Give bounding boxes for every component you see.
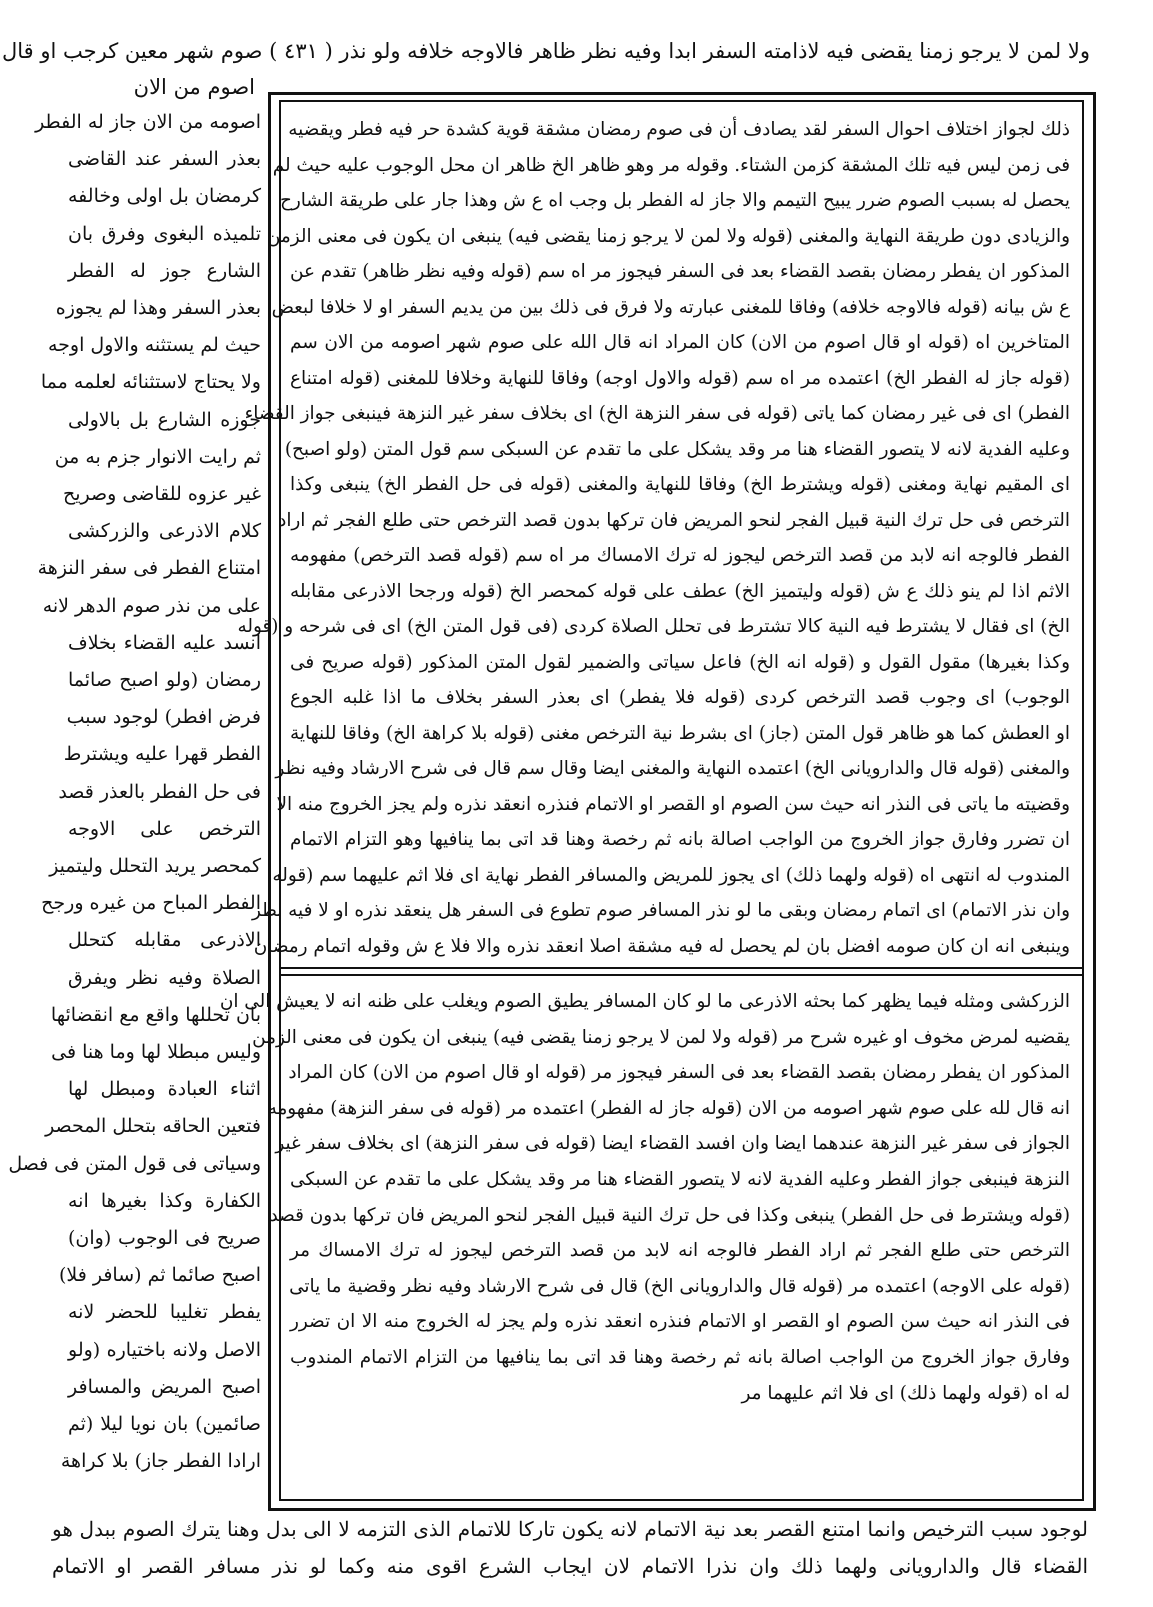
text-line: كمحصر يريد التحلل وليتميز [49, 855, 261, 877]
text-line: الفطر) اى فى غير رمضان كما ياتى (قوله فى سفر النزهة الخ) اى بخلاف سفر غير النزهة فينبغى جواز القضاء [244, 403, 1070, 424]
text-line: فرض افطر) لوجود سبب [66, 706, 261, 729]
text-line: وان نذر الاتمام) اى اتمام رمضان وبقى ما لو نذر المسافر صوم تطوع فى السفر هل ينعقد نذره او لا فيه نظر [251, 900, 1070, 921]
text-line: انه قال لله على صوم شهر اصومه من الان (قوله جاز له الفطر) اعتمده مر (قوله فى سفر النزهة) مفهومه [267, 1097, 1070, 1119]
text-line: الشارع جوز له الفطر [68, 259, 261, 282]
running-header-continuation: اصوم من الان [133, 75, 255, 99]
text-line: فى زمن ليس فيه تلك المشقة كزمن الشتاء. وقوله مر وهو ظاهر الخ ظاهر ان محل الوجوب عليه حيث لم [272, 154, 1070, 176]
text-line: المندوب له انتهى اه (قوله ولهما ذلك) اى يجوز للمريض والمسافر الفطر نهاية اى فلا اثم عليهما سم (قوله [272, 864, 1070, 886]
text-line: وقضيته ما ياتى فى النذر انه حيث سن الصوم او القصر او الاتمام فنذره انعقد نذره ولم يجز الخروج منه الا [276, 793, 1070, 815]
text-line: النزهة فينبغى جواز الفطر وعليه الفدية لانه لا يتصور القضاء هنا مر وقد يشكل على ما تقدم عن السبكى [290, 1169, 1070, 1190]
commentary-divider-double [279, 974, 1084, 976]
text-line: القضاء قال والدارويانى ولهما ذلك وان نذرا الاتمام لان ايجاب الشرع اقوى منه وكما لو نذر مسافر القصر او الاتمام [52, 1554, 1088, 1578]
text-line: وسياتى فى قول المتن فى فصل [8, 1152, 261, 1175]
text-line: اصبح المريض والمسافر [68, 1375, 261, 1398]
text-line: (قوله على الاوجه) اعتمده مر (قوله قال والدارويانى الخ) قال فى شرح الارشاد وفيه نظر وقضية ما ياتى [289, 1275, 1070, 1297]
text-line: المذكور ان يفطر رمضان بقصد القضاء بعد فى السفر فيجوز مر (قوله او قال اصوم من الان) كان المراد [288, 1062, 1070, 1084]
text-line: وينبغى انه ان كان صومه افضل بان لم يحصل له فيه مشقة اصلا انعقد نذره والا فلا ع ش وقوله اتمام رمضان [253, 935, 1070, 957]
text-line: اصومه من الان جاز له الفطر [35, 111, 261, 133]
text-line: الوجوب) اى وجوب قصد الترخص كردى (قوله فلا يفطر) اى بعذر السفر بخلاف ما اذا غلبه الجوع [290, 687, 1070, 708]
running-header: ولا لمن لا يرجو زمنا يقضى فيه لاذامته السفر ابدا وفيه نظر ظاهر فالاوجه خلافه ولو نذر ( ٤٣١ ) صوم شهر معين كرجب او قال [2, 39, 1090, 63]
text-line: (قوله جاز له الفطر الخ) اعتمده مر اه سم (قوله والاول اوجه) وفاقا للنهاية وخلافا للمغنى (قوله امتناع [290, 367, 1070, 389]
text-line: لوجود سبب الترخيص وانما امتنع القصر بعد نية الاتمام لانه يكون تاركا للاتمام الذى التزمه لا الى بدل وهنا يترك الصوم ببدل هو [52, 1517, 1088, 1541]
text-line: كلام الاذرعى والزركشى [68, 520, 261, 543]
text-line: وليس مبطلا لها وما هنا فى [51, 1041, 261, 1063]
text-line: فتعين الحاقه بتحلل المحصر [45, 1115, 261, 1138]
commentary-divider [279, 967, 1084, 969]
text-line: الجواز فى سفر غير النزهة عندهما ايضا وان افسد القضاء ايضا (قوله فى سفر النزهة) اى بخلاف سفر غير [275, 1133, 1070, 1155]
text-line: الصلاة وفيه نظر ويفرق [68, 966, 261, 989]
text-line: اصبح صائما ثم (سافر فلا) [58, 1264, 261, 1287]
text-line: المتاخرين اه (قوله او قال اصوم من الان) كان المراد انه قال الله على صوم شهر اصومه من الان سم [290, 332, 1070, 353]
text-line: صريح فى الوجوب (وان) [68, 1227, 261, 1249]
text-line: يحصل له بسبب الصوم ضرر يبيح التيمم والا جاز له الفطر بل وجب اه ع ش وهذا جار على طريقة الشارح [279, 190, 1070, 211]
text-line: الترخص على الاوجه [68, 817, 261, 840]
text-line: اى المقيم نهاية ومغنى (قوله ويشترط الخ) وفاقا للنهاية والمغنى (قوله فى حل الفطر الخ) ينبغى وكذا [290, 474, 1070, 495]
text-line: ولا يحتاج لاستثنائه لعلمه مما [40, 371, 261, 394]
text-line: بعذر السفر عند القاضى [68, 148, 261, 171]
text-line: الفطر قهرا عليه ويشترط [63, 743, 261, 766]
text-line: الفطر المباح من غيره ورجح [41, 892, 261, 915]
text-line: الاثم اذا لم ينو ذلك ع ش (قوله وليتميز الخ) عطف على قوله كمحصر الخ (قوله ورجحا الاذرعى مقابله [290, 580, 1070, 602]
text-line: تلميذه البغوى وفرق بان [68, 222, 261, 245]
text-line: ذلك لجواز اختلاف احوال السفر لقد يصادف أن فى صوم رمضان مشقة قوية كشدة حر فيه فطر ويقضيه [288, 119, 1070, 140]
text-line: ارادا الفطر جاز) بلا كراهة [60, 1450, 261, 1473]
text-line: المذكور ان يفطر رمضان بقصد القضاء بعد فى السفر فيجوز مر اه سم (قوله وفيه نظر ظاهر) تقدم عن [290, 261, 1070, 282]
text-line: (قوله ويشترط فى حل الفطر) ينبغى وكذا فى حل ترك النية قبيل الفجر لنحو المريض فان تركها بدون قصد [269, 1204, 1070, 1226]
text-line: والمغنى (قوله قال والدارويانى الخ) اعتمده النهاية والمغنى ايضا وقال سم قال فى شرح الارشاد وفيه نظر [275, 758, 1070, 779]
text-line: حيث لم يستثنه والاول اوجه [47, 334, 261, 357]
text-line: صائمين) بان نويا ليلا (ثم [68, 1413, 261, 1435]
text-line: غير عزوه للقاضى وصريح [62, 483, 261, 505]
text-line: الترخص فى حل ترك النية قبيل الفجر لنحو المريض فان تركها بدون قصد الترخص حتى طلع الفجر ثم اراد [278, 509, 1070, 531]
text-line: كرمضان بل اولى وخالفه [68, 185, 261, 208]
text-line: الاصل ولانه باختياره (ولو [68, 1338, 261, 1361]
text-line: فى النذر انه حيث سن الصوم او القصر او الاتمام فنذره انعقد نذره ولم يجز له الخروج منه الا ان تضرر [290, 1311, 1070, 1333]
text-line: بان تحللها واقع مع انقضائها [50, 1003, 261, 1026]
text-line: ان تضرر وفارق جواز الخروج من الواجب اصالة بانه ثم رخصة وهنا قد اتى بما ينافيها وهو التزام الاتمام [290, 829, 1070, 850]
text-line: جوزه الشارع بل بالاولى [68, 408, 261, 431]
text-line: فى حل الفطر بالعذر قصد [58, 780, 261, 803]
text-line: رمضان (ولو اصبح صائما [68, 669, 261, 691]
text-line: يقضيه لمرض مخوف او غيره شرح مر (قوله ولا لمن لا يرجو زمنا يقضى فيه) ينبغى ان يكون فى معنى الزمن [252, 1026, 1070, 1048]
text-line: وعليه الفدية لانه لا يتصور القضاء هنا مر وقد يشكل على ما تقدم عن السبكى سم قول المتن (ولو اصبح) [284, 438, 1070, 460]
text-line: الخ) اى فقال لا يشترط فيه النية كالا تشترط فى تحلل الصلاة كردى (فى قول المتن الخ) اى فى شرحه و (قوله [237, 616, 1070, 637]
text-line: له اه (قوله ولهما ذلك) اى فلا اثم عليهما مر [741, 1382, 1070, 1404]
text-line: الكفارة وكذا بغيرها انه [68, 1189, 261, 1212]
text-line: او العطش كما هو ظاهر قول المتن (جاز) اى بشرط نية الترخص مغنى (قوله بلا كراهة الخ) وفاقا للنهاية [290, 722, 1070, 744]
text-line: على من نذر صوم الدهر لانه [42, 594, 261, 617]
text-line: الترخص حتى طلع الفجر ثم اراد الفطر فالوجه انه لابد من قصد الترخص ليجوز له ترك الامساك مر [290, 1240, 1070, 1262]
text-line: الزركشى ومثله فيما يظهر كما بحثه الاذرعى ما لو كان المسافر يطيق الصوم ويغلب على ظنه انه لا يعيش الى ان [219, 991, 1070, 1012]
text-line: وكذا بغيرها) مقول القول و (قوله انه الخ) فاعل سياتى والضمير لقول المتن المذكور (قوله صريح فى [290, 651, 1070, 673]
text-line: وفارق جواز الخروج من الواجب اصالة بانه ثم رخصة وهنا قد اتى بما ينافيها من التزام الاتمام المندوب [290, 1347, 1070, 1368]
text-line: امتناع الفطر فى سفر النزهة [37, 557, 261, 580]
text-line: انسد عليه القضاء بخلاف [68, 631, 261, 654]
text-line: الفطر فالوجه انه لابد من قصد الترخص ليجوز له ترك الامساك مر اه سم (قوله قصد الترخص) مفهومه [290, 545, 1070, 566]
text-line: بعذر السفر وهذا لم يجوزه [55, 297, 261, 319]
text-line: اثناء العبادة ومبطل لها [68, 1078, 261, 1101]
text-line: ع ش بيانه (قوله فالاوجه خلافه) وفاقا للمغنى عبارته ولا فرق فى ذلك بين من يديم السفر او لا خلافا لبعض [271, 296, 1070, 318]
text-line: الاذرعى مقابله كتحلل [68, 929, 261, 952]
text-line: يفطر تغليبا للحضر لانه [68, 1301, 261, 1324]
text-line: والزيادى دون طريقة النهاية والمغنى (قوله ولا لمن لا يرجو زمنا يقضى فيه) ينبغى ان يكون فى معنى الزمن [266, 225, 1070, 247]
text-line: ثم رايت الانوار جزم به من [54, 445, 261, 468]
